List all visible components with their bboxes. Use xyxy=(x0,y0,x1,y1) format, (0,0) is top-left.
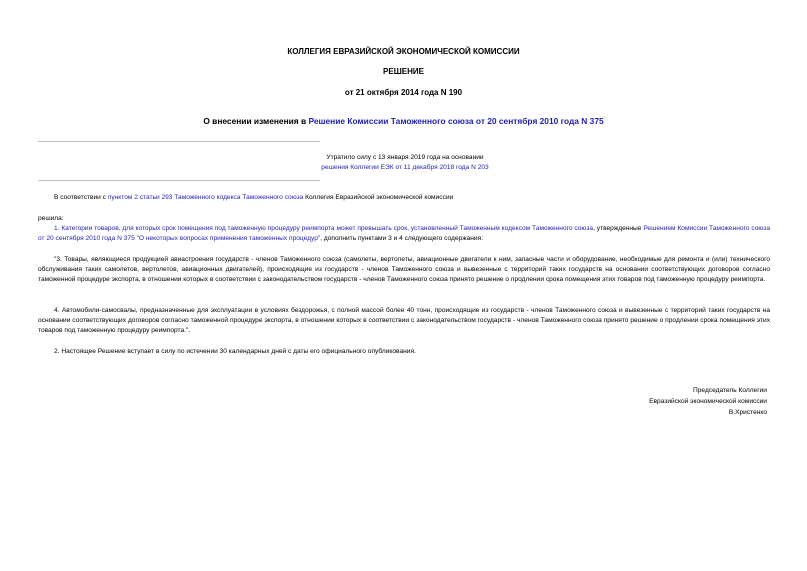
paragraph-item-4: 4. Автомобили-самосвалы, предназначенные для эксплуатации в условиях бездорожья, с полной массой более 40 тонн, происходящие из государств - членов Таможенного союза и вывезенные с территорий таких государств на основании соответствующих договоров согласно таможенной процедуре экспорта, в отношении которых в соответствии с законодательством государств - членов Таможенного союза принято решение о продлении срока помещения этих товаров под таможенную процедуру реимпорта.". xyxy=(38,307,770,334)
signature-title: Председатель Коллегии xyxy=(693,387,767,394)
status-divider-top xyxy=(38,141,320,142)
signature-block xyxy=(649,385,767,418)
status-link[interactable]: решения Коллегии ЕЭК от 11 декабря 2018 года N 203 xyxy=(321,164,489,171)
item1-mid: , утвержденные xyxy=(593,225,644,232)
item1-link-categories[interactable]: 1. Категории товаров, для которых срок помещения под таможенную процедуру реимпорта может превышать срок, установленный Таможенным кодексом Таможенного союза xyxy=(54,225,594,232)
decided-label: решила: xyxy=(38,215,64,222)
preamble-suffix: Коллегия Евразийской экономической комиссии xyxy=(303,194,454,201)
date-number-heading: от 21 октября 2014 года N 190 xyxy=(344,88,463,97)
item1-link-decision[interactable]: Решением Комиссии Таможенного союза от 20 сентября 2010 года N 375 "О некоторых вопросах применения таможенных процедур" xyxy=(38,225,770,242)
preamble-prefix: В соответствии с xyxy=(54,194,108,201)
paragraph-item-1 xyxy=(38,224,770,244)
status-divider-bottom xyxy=(38,180,320,181)
preamble-link[interactable]: пунктом 2 статьи 293 Таможенного кодекса Таможенного союза xyxy=(107,194,304,201)
title-link[interactable]: Решение Комиссии Таможенного союза от 20 сентября 2010 года N 375 xyxy=(308,116,604,126)
item1-suffix: , дополнить пунктами 3 и 4 следующего содержания: xyxy=(320,235,484,242)
signature-name: В.Христенко xyxy=(728,409,767,416)
organization-heading: КОЛЛЕГИЯ ЕВРАЗИЙСКОЙ ЭКОНОМИЧЕСКОЙ КОМИССИИ xyxy=(287,47,520,56)
status-note xyxy=(300,153,510,173)
paragraph-item-2: 2. Настоящее Решение вступает в силу по истечении 30 календарных дней с даты его официального опубликования. xyxy=(54,348,416,355)
title-prefix: О внесении изменения в xyxy=(203,116,309,126)
document-title xyxy=(0,116,807,126)
signature-organization: Евразийской экономической комиссии xyxy=(649,398,767,405)
paragraph-item-3: "3. Товары, являющиеся продукцией авиастроения государств - членов Таможенного союза (самолеты, вертолеты, авиационные двигатели к ним, запасные части и оборудование, необходимые для ремонта и (или) технического обслуживания таких самолетов, вертолетов, авиационных двигателей), происходящие из государств - членов Таможенного союза и вывезенные с территорий таких государств на основании соответствующих договоров согласно таможенной процедуре экспорта, в отношении которых в соответствии с законодательством государств - членов Таможенного союза принято решение о продлении срока помещения этих товаров под таможенную процедуру реимпорта. xyxy=(38,256,770,283)
status-line: Утратило силу с 13 января 2019 года на основании xyxy=(326,154,484,161)
document-type-heading: РЕШЕНИЕ xyxy=(383,67,424,76)
preamble xyxy=(54,193,774,203)
